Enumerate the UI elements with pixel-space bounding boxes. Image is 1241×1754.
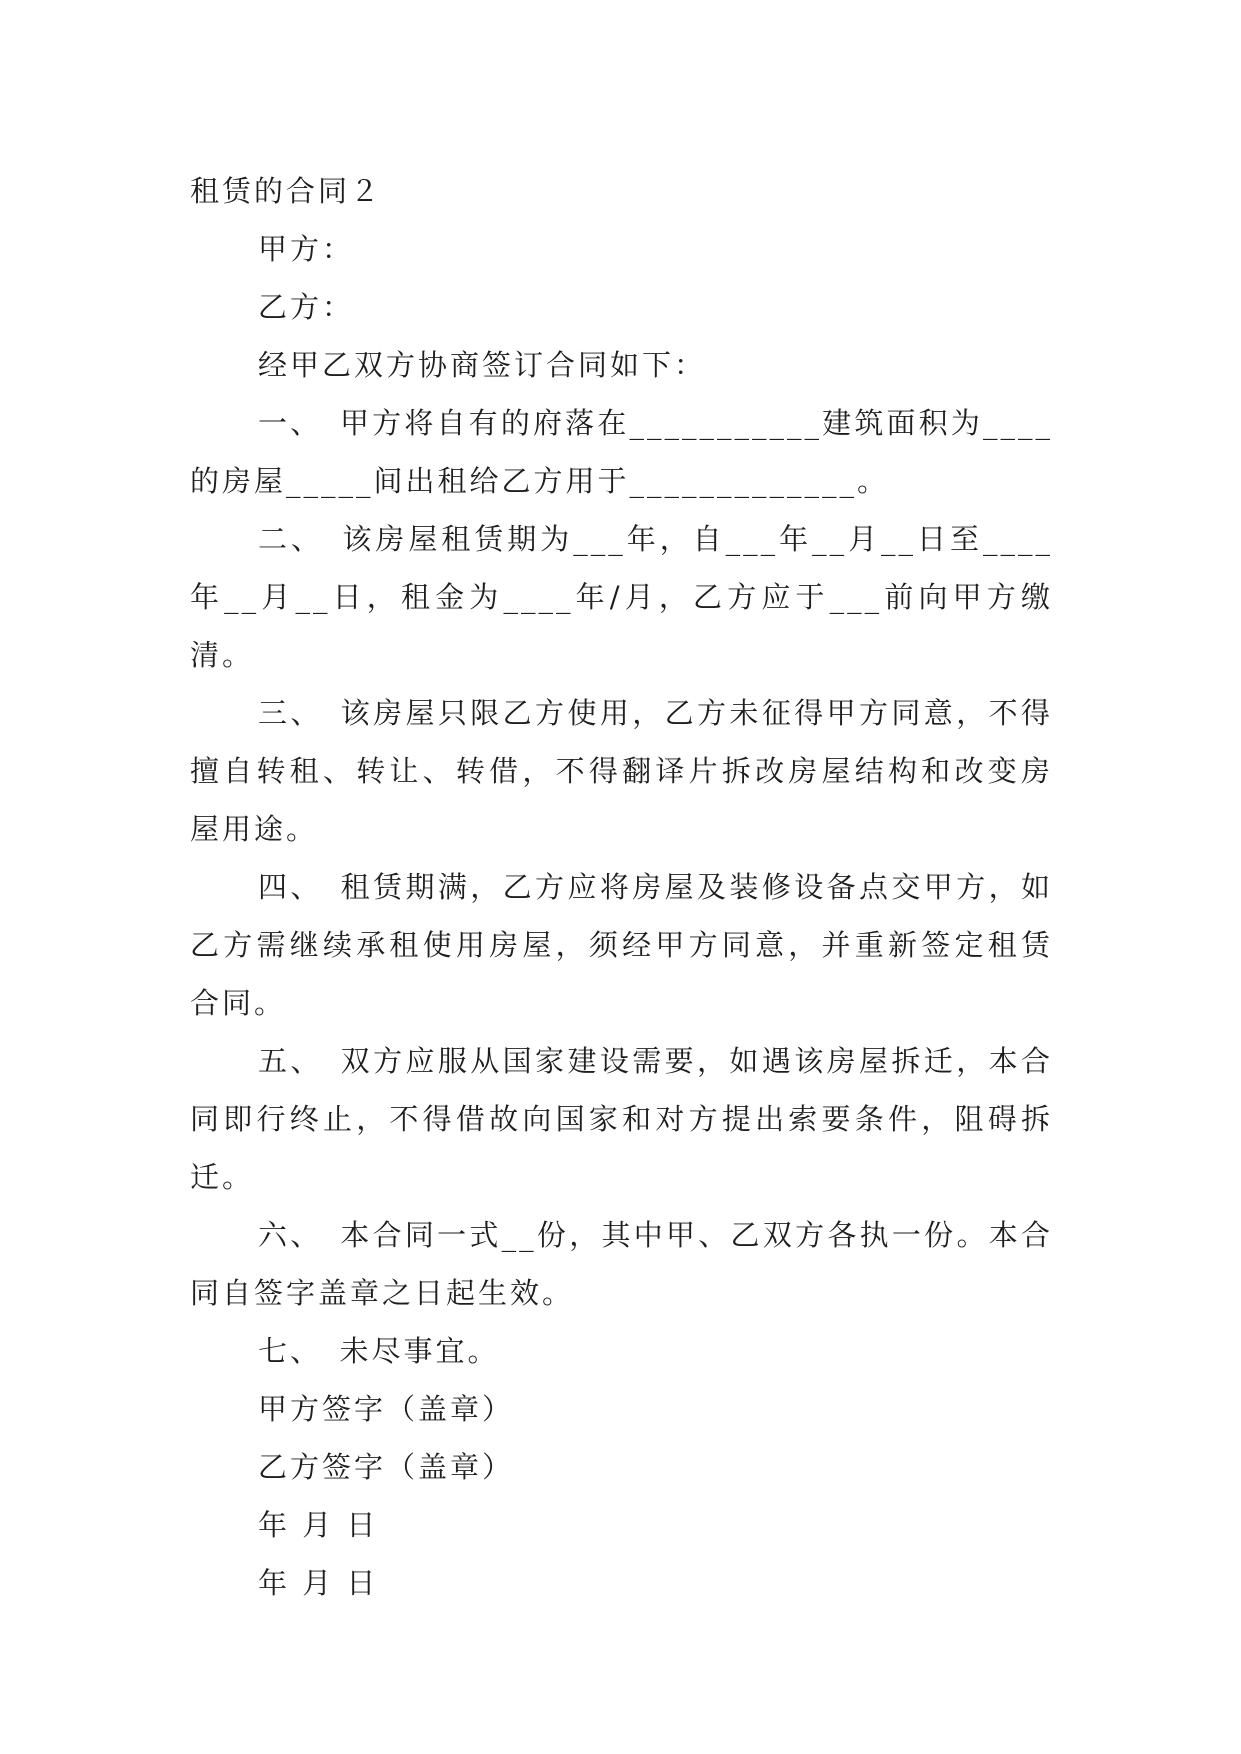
signature-party-a: 甲方签字（盖章） (258, 1392, 515, 1426)
contract-title: 租赁的合同２ (190, 174, 383, 208)
date-line-b: 年 月 日 (258, 1566, 379, 1600)
date-line-a: 年 月 日 (258, 1508, 379, 1542)
clause-6: 六、 本合同一式__份，其中甲、乙双方各执一份。本合同自签字盖章之日起生效。 (190, 1218, 1053, 1310)
party-b-label: 乙方： (258, 290, 355, 324)
clause-2: 二、 该房屋租赁期为___年，自___年__月__日至____年__月__日，租金为____年/月，乙方应于___前向甲方缴清。 (190, 522, 1053, 672)
clause-5: 五、 双方应服从国家建设需要，如遇该房屋拆迁，本合同即行终止，不得借故向国家和对方提出索要条件，阻碍拆迁。 (190, 1044, 1053, 1194)
party-a-label: 甲方： (258, 232, 355, 266)
contract-body (190, 162, 1053, 1612)
clause-3: 三、 该房屋只限乙方使用，乙方未征得甲方同意，不得擅自转租、转让、转借，不得翻译片拆改房屋结构和改变房屋用途。 (190, 696, 1053, 846)
signature-party-b: 乙方签字（盖章） (258, 1450, 515, 1484)
clause-7: 七、 未尽事宜。 (258, 1334, 500, 1368)
clause-1: 一、 甲方将自有的府落在___________建筑面积为____的房屋_____间出租给乙方用于_____________。 (190, 406, 1053, 498)
clause-4: 四、 租赁期满，乙方应将房屋及装修设备点交甲方，如乙方需继续承租使用房屋，须经甲方同意，并重新签定租赁合同。 (190, 870, 1053, 1020)
intro-paragraph: 经甲乙双方协商签订合同如下： (258, 348, 707, 382)
